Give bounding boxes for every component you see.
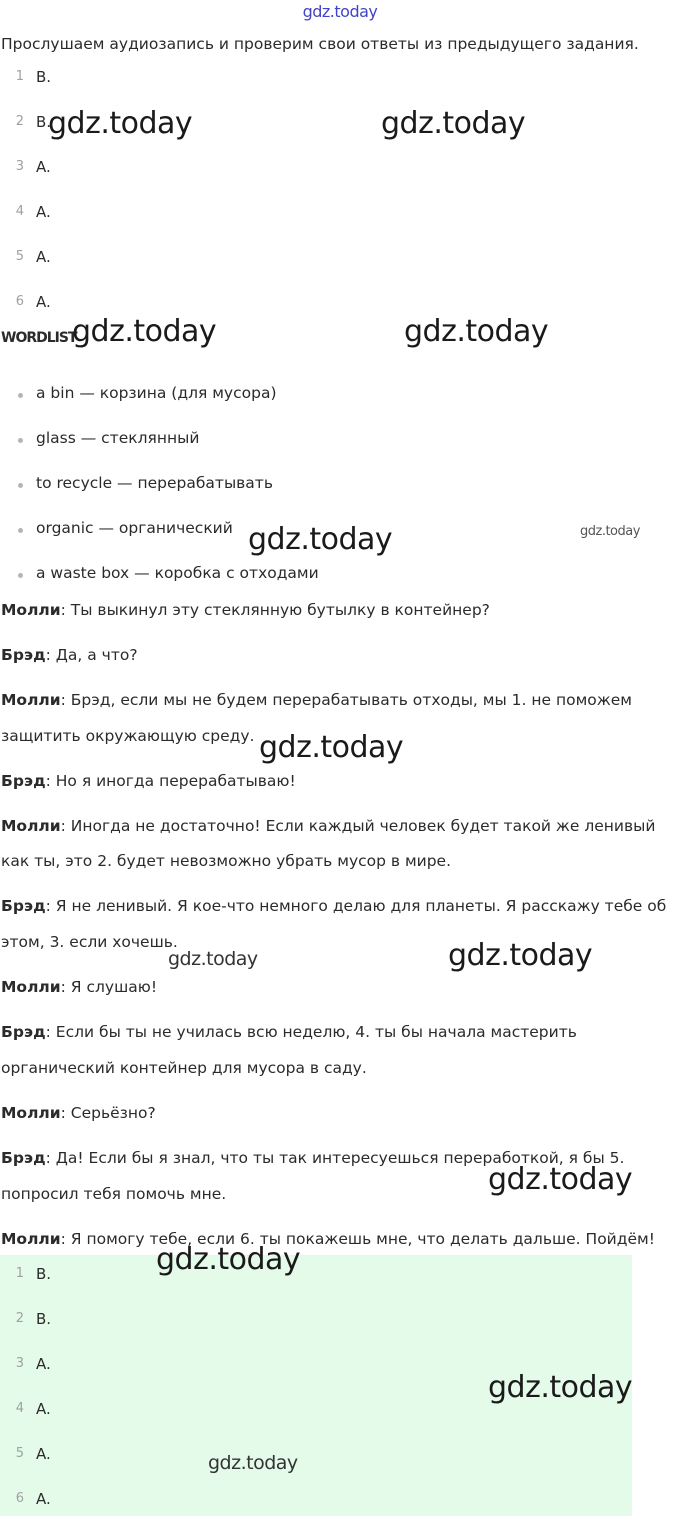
- speaker-name: Брэд: [1, 1149, 46, 1167]
- watermark: gdz.today: [488, 1162, 633, 1197]
- answers-list-top: [0, 58, 640, 328]
- item-number: 6: [15, 1491, 24, 1506]
- dialog-line: [1, 1050, 677, 1086]
- watermark: gdz.today: [248, 522, 393, 557]
- item-answer: A.: [36, 158, 51, 176]
- speaker-name: Молли: [1, 601, 61, 619]
- dialog-line: [1, 592, 677, 628]
- dialog-line: [1, 1221, 677, 1257]
- dialog-text: Я не ленивый. Я кое-что немного делаю для планеты. Я расскажу тебе об: [55, 897, 667, 915]
- list-item: [0, 1435, 632, 1480]
- list-item: [0, 1255, 632, 1300]
- colon: :: [60, 978, 71, 996]
- item-number: 4: [15, 204, 24, 219]
- dialog-text: Серьёзно?: [70, 1104, 156, 1122]
- dialog-line: [1, 682, 677, 718]
- dialog-text: Я помогу тебе, если 6. ты покажешь мне, что делать дальше. Пойдём!: [70, 1230, 655, 1248]
- wordlist-entry: organic — органический: [36, 519, 233, 537]
- bullet-icon: [18, 483, 23, 488]
- watermark: gdz.today: [259, 730, 404, 765]
- item-answer: B.: [36, 1265, 52, 1283]
- dialog-line: [1, 969, 677, 1005]
- item-number: 3: [15, 159, 24, 174]
- watermark: gdz.today: [580, 524, 640, 539]
- item-answer: A.: [36, 293, 51, 311]
- dialog-text: Брэд, если мы не будем перерабатывать отходы, мы 1. не поможем: [70, 691, 632, 709]
- item-number: 4: [15, 1401, 24, 1416]
- list-item: [0, 416, 640, 461]
- list-item: [0, 1300, 632, 1345]
- item-answer: A.: [36, 1400, 51, 1418]
- colon: :: [60, 1230, 71, 1248]
- speaker-name: Молли: [1, 817, 61, 835]
- watermark: gdz.today: [208, 1452, 298, 1474]
- dialog-text: Да! Если бы я знал, что ты так интересуешься переработкой, я бы 5.: [55, 1149, 625, 1167]
- colon: :: [45, 1023, 56, 1041]
- speaker-name: Брэд: [1, 772, 46, 790]
- dialog-text: Ты выкинул эту стеклянную бутылку в контейнер?: [70, 601, 490, 619]
- site-header-link[interactable]: gdz.today: [302, 2, 378, 21]
- wordlist-heading: WORDLIST: [1, 330, 77, 346]
- dialog-line: [1, 1095, 677, 1131]
- watermark: gdz.today: [404, 314, 549, 349]
- speaker-name: Молли: [1, 1104, 61, 1122]
- bullet-icon: [18, 438, 23, 443]
- speaker-name: Молли: [1, 1230, 61, 1248]
- dialog-text: Я слушаю!: [70, 978, 158, 996]
- colon: :: [60, 691, 71, 709]
- item-answer: A.: [36, 1355, 51, 1373]
- dialog-text: этом, 3. если хочешь.: [1, 933, 178, 951]
- item-answer: B.: [36, 1310, 52, 1328]
- speaker-name: Брэд: [1, 897, 46, 915]
- wordlist-entry: glass — стеклянный: [36, 429, 200, 447]
- wordlist-entry: to recycle — перерабатывать: [36, 474, 273, 492]
- wordlist-list: [0, 371, 640, 596]
- list-item: [0, 551, 640, 596]
- item-number: 6: [15, 294, 24, 309]
- dialog-line: [1, 1014, 677, 1050]
- item-number: 1: [15, 1266, 24, 1281]
- dialog-text: защитить окружающую среду.: [1, 727, 255, 745]
- watermark: gdz.today: [48, 106, 193, 141]
- wordlist-entry: a waste box — коробка с отходами: [36, 564, 319, 582]
- wordlist-entry: a bin — корзина (для мусора): [36, 384, 277, 402]
- item-number: 5: [15, 249, 24, 264]
- watermark: gdz.today: [156, 1242, 301, 1277]
- dialog-text: Но я иногда перерабатываю!: [55, 772, 296, 790]
- dialog-line: [1, 637, 677, 673]
- colon: :: [45, 772, 56, 790]
- list-item: [0, 193, 640, 238]
- list-item: [0, 58, 640, 103]
- item-answer: A.: [36, 203, 51, 221]
- bullet-icon: [18, 393, 23, 398]
- bullet-icon: [18, 573, 23, 578]
- colon: :: [60, 1104, 71, 1122]
- dialog-text: Иногда не достаточно! Если каждый человек будет такой же ленивый: [70, 817, 656, 835]
- watermark: gdz.today: [72, 314, 217, 349]
- colon: :: [45, 897, 56, 915]
- colon: :: [45, 646, 56, 664]
- list-item: [0, 461, 640, 506]
- speaker-name: Молли: [1, 978, 61, 996]
- bullet-icon: [18, 528, 23, 533]
- watermark: gdz.today: [381, 106, 526, 141]
- speaker-name: Молли: [1, 691, 61, 709]
- dialog-text: Если бы ты не училась всю неделю, 4. ты бы начала мастерить: [55, 1023, 577, 1041]
- speaker-name: Брэд: [1, 1023, 46, 1041]
- colon: :: [45, 1149, 56, 1167]
- dialog-text: органический контейнер для мусора в саду.: [1, 1059, 367, 1077]
- item-number: 3: [15, 1356, 24, 1371]
- intro-text: Прослушаем аудиозапись и проверим свои ответы из предыдущего задания.: [1, 35, 639, 53]
- list-item: [0, 371, 640, 416]
- item-answer: A.: [36, 248, 51, 266]
- colon: :: [60, 817, 71, 835]
- dialog-line: [1, 808, 677, 844]
- dialog-text: Да, а что?: [55, 646, 138, 664]
- item-answer: B.: [36, 68, 52, 86]
- item-number: 5: [15, 1446, 24, 1461]
- dialog-line: [1, 763, 677, 799]
- watermark: gdz.today: [448, 938, 593, 973]
- colon: :: [60, 601, 71, 619]
- dialog-line: [1, 843, 677, 879]
- list-item: [0, 1480, 632, 1525]
- dialog-text: попросил тебя помочь мне.: [1, 1185, 227, 1203]
- item-number: 1: [15, 69, 24, 84]
- item-answer: B.: [36, 113, 52, 131]
- item-answer: A.: [36, 1445, 51, 1463]
- list-item: [0, 238, 640, 283]
- item-number: 2: [15, 114, 24, 129]
- speaker-name: Брэд: [1, 646, 46, 664]
- dialog-text: как ты, это 2. будет невозможно убрать мусор в мире.: [1, 852, 452, 870]
- watermark: gdz.today: [168, 948, 258, 970]
- list-item: [0, 148, 640, 193]
- item-answer: A.: [36, 1490, 51, 1508]
- dialog-line: [1, 888, 677, 924]
- item-number: 2: [15, 1311, 24, 1326]
- watermark: gdz.today: [488, 1370, 633, 1405]
